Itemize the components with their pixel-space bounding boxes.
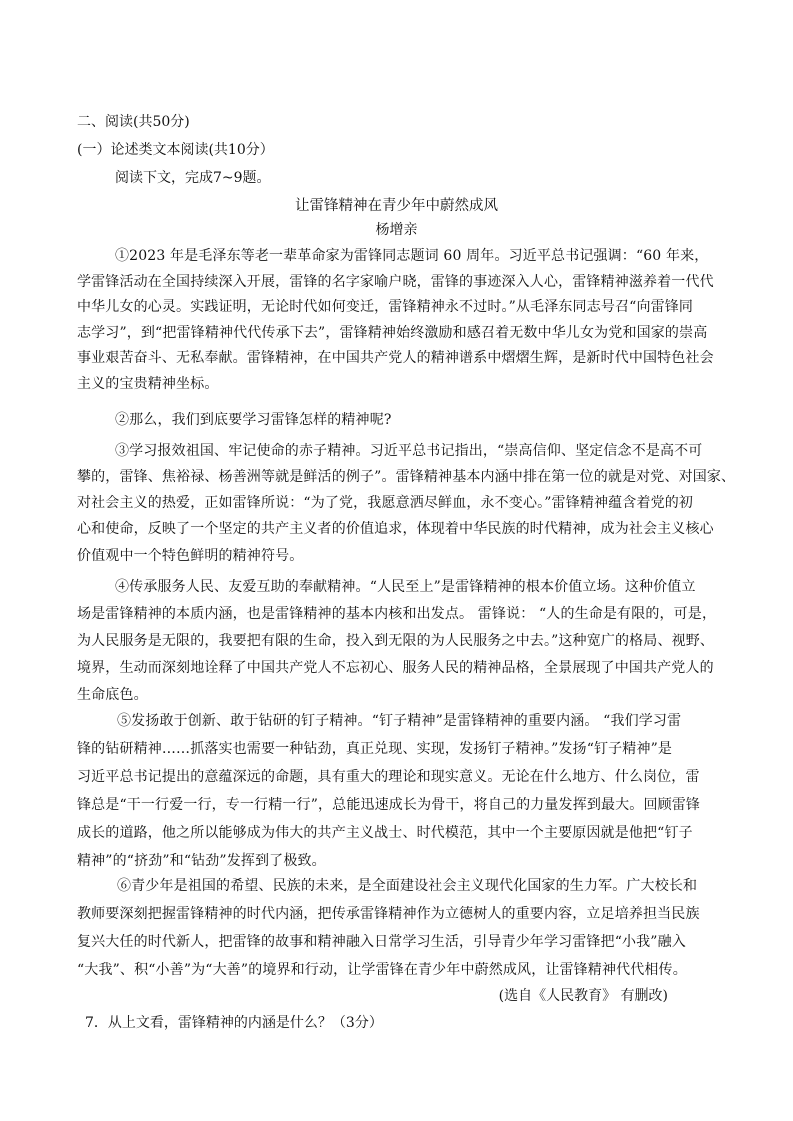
paragraph-line: 主义的宝贵精神坐标。 [77,376,219,392]
question-7: 7．从上文看，雷锋精神的内涵是什么？（3分） [85,1015,383,1031]
paragraph-line: 场是雷锋精神的本质内涵，也是雷锋精神的基本内核和出发点。 雷锋说： “人的生命是有限的，可是， [77,606,717,622]
paragraph-line: 境界，生动而深刻地诠释了中国共产党人不忘初心、服务人民的精神品格，全景展现了中国共产党人的 [77,660,714,676]
paragraph-line: 为人民服务是无限的，我要把有限的生命，投入到无限的为人民服务之中去。”这种宽广的格局、视野、 [77,633,715,649]
paragraph-line: 学雷锋活动在全国持续深入开展，雷锋的名字家喻户晓，雷锋的事迹深入人心，雷锋精神滋养着一代代 [77,274,714,290]
paragraph-line: 生命底色。 [77,687,148,703]
paragraph-line: 锋的钻研精神……抓落实也需要一种钻劲，真正兑现、实现，发扬钉子精神。”发扬“钉子精神”是 [77,741,673,757]
reading-instruction: 阅读下文，完成7~9题。 [115,170,271,186]
article-source: (选自《人民教育》 有删改) [498,988,668,1004]
paragraph-line: 中华儿女的心灵。实践证明，无论时代如何变迁，雷锋精神永不过时。”从毛泽东同志号召“向雷锋同 [77,299,694,315]
paragraph-line: 锋总是“干一行爱一行，专一行精一行”，总能迅速成长为骨干，将自己的力量发挥到最大。回顾雷锋 [77,797,701,813]
section-heading: 二、阅读(共50分) [77,114,190,130]
paragraph-line: ①2023 年是毛泽东等老一辈革命家为雷锋同志题词 60 周年。习近平总书记强调：“60 年来， [115,248,709,264]
paragraph-line: 复兴大任的时代新人，把雷锋的故事和精神融入日常学习生活，引导青少年学习雷锋把“小我”融入 [77,934,686,950]
paragraph-line: ②那么，我们到底要学习雷锋怎样的精神呢? [115,412,392,428]
paragraph-line: 精神”的“挤劲”和“钻劲”发挥到了极致。 [77,853,326,869]
paragraph-line: 事业艰苦奋斗、无私奉献。雷锋精神，在中国共产党人的精神谱系中熠熠生辉，是新时代中国特色社会 [77,350,714,366]
paragraph-line: 习近平总书记提出的意蕴深远的命题，具有重大的理论和现实意义。无论在什么地方、什么岗位，雷 [77,769,700,785]
paragraph-line: “大我”、积“小善”为“大善”的境界和行动，让学雷锋在青少年中蔚然成风，让雷锋精神代代相传。 [77,962,687,978]
paragraph-line: 志学习”，到“把雷锋精神代代传承下去”，雷锋精神始终激励和感召着无数中华儿女为党和国家的崇高 [77,325,708,341]
article-author: 杨增亲 [375,222,418,238]
paragraph-line: ④传承服务人民、友爱互助的奉献精神。“人民至上”是雷锋精神的根本价值立场。这种价值立 [115,579,696,595]
paragraph-line: ⑥青少年是祖国的希望、民族的未来，是全面建设社会主义现代化国家的生力军。广大校长和 [117,878,698,894]
paragraph-line: 攀的，雷锋、焦裕禄、杨善洲等就是鲜活的例子”。雷锋精神基本内涵中排在第一位的就是对党、对国家、 [77,469,736,485]
paragraph-line: 成长的道路，他之所以能够成为伟大的共产主义战士、时代模范，其中一个主要原因就是他把“钉子 [77,825,693,841]
paragraph-line: ③学习报效祖国、牢记使命的赤子精神。习近平总书记指出，“崇高信仰、坚定信念不是高不可 [115,443,703,459]
article-title: 让雷锋精神在青少年中蔚然成风 [295,198,498,214]
subsection-heading: (一）论述类文本阅读(共10分） [77,142,274,158]
paragraph-line: 教师要深刻把握雷锋精神的时代内涵，把传承雷锋精神作为立德树人的重要内容，立足培养担当民族 [77,906,700,922]
paragraph-line: 对社会主义的热爱，正如雷锋所说：“为了党，我愿意洒尽鲜血，永不变心。”雷锋精神蕴含着党的初 [77,495,694,511]
paragraph-line: ⑤发扬敢于创新、敢于钻研的钉子精神。“钉子精神”是雷锋精神的重要内涵。 “我们学习雷 [117,713,682,729]
paragraph-line: 心和使命，反映了一个坚定的共产主义者的价值追求，体现着中华民族的时代精神，成为社会主义核心 [77,521,714,537]
paragraph-line: 价值观中一个特色鲜明的精神符号。 [77,548,304,564]
